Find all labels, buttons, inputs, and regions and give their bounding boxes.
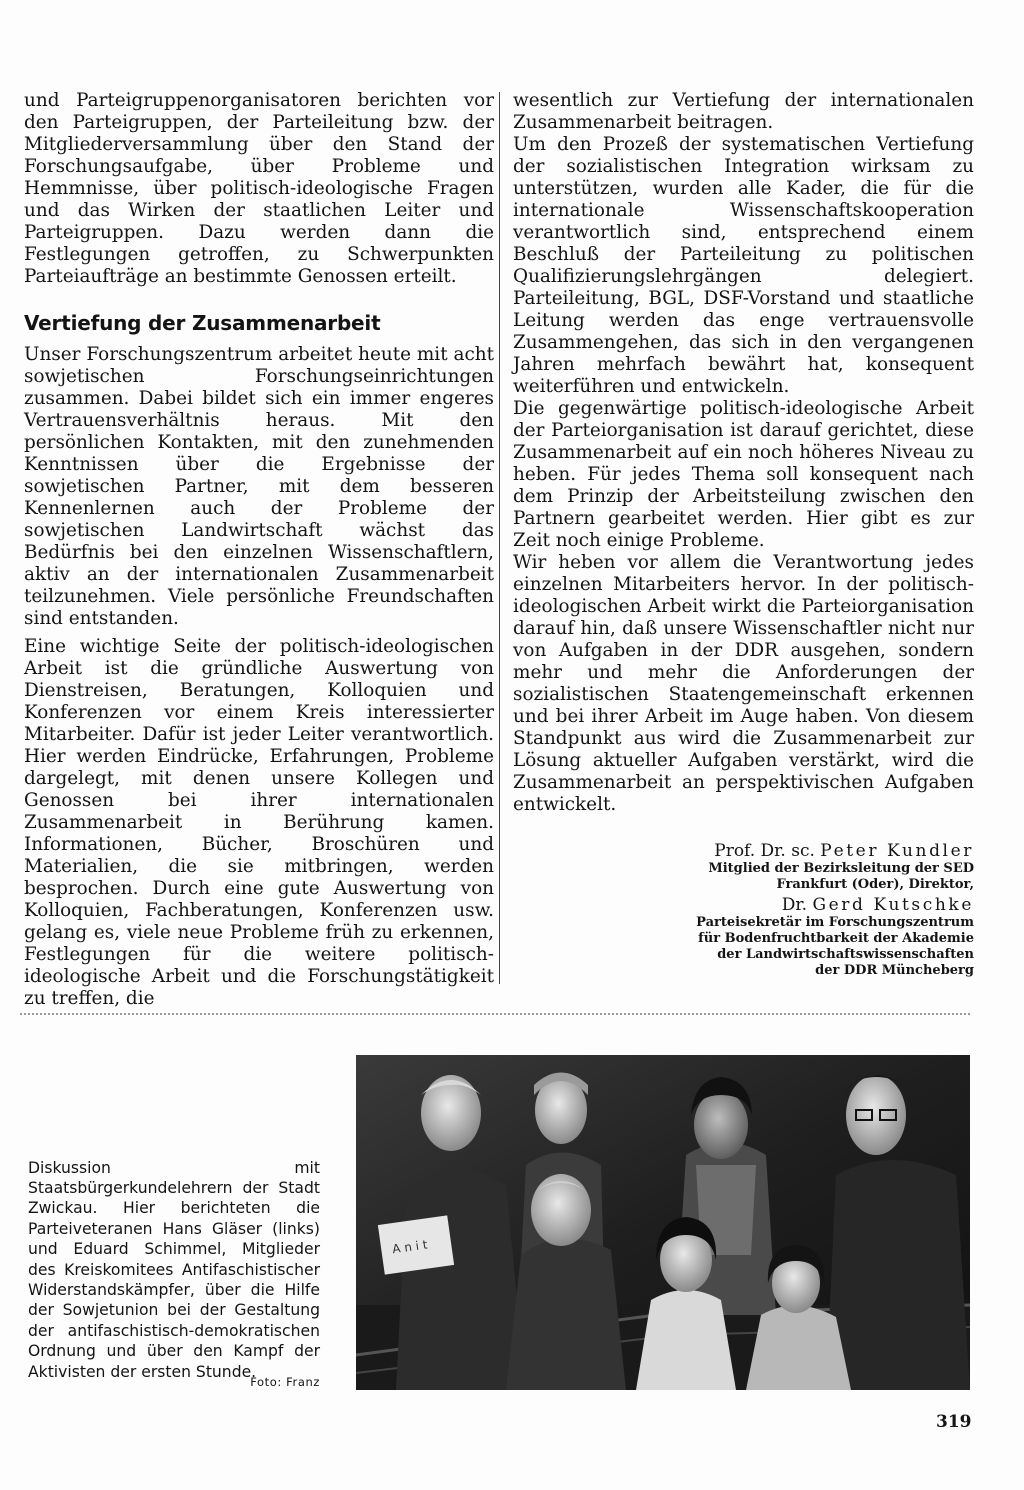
author-name-text: Peter Kundler [820,841,974,861]
author-signature [560,840,974,980]
section-heading: Vertiefung der Zusammenarbeit [24,311,381,335]
paragraph: Die gegenwärtige politisch-ideologische Arbeit der Parteiorganisation ist darauf gerichtet, diese Zusammenarbeit auf ein noch höheres Niveau zu heben. Für jedes Thema soll konsequent nach dem Prinzip der Arbeitsteilung zwischen den Partnern gearbeitet werden. Hier gibt es zur Zeit noch einige Probleme. [513,398,974,551]
article-column-left [24,90,494,1016]
author-name: Prof. Dr. sc. Peter Kundler [714,841,974,861]
group-photo [356,1055,970,1390]
author-role: für Bodenfruchtbarkeit der Akademie [698,931,974,946]
author-role: Mitglied der Bezirksleitung der SED [708,861,974,876]
author-role: der Landwirtschaftswissenschaften [717,947,974,962]
author-name: Dr. Gerd Kutschke [781,895,974,915]
column-divider [499,92,500,984]
article-column-right [513,90,974,816]
paragraph: Wir heben vor allem die Verantwortung jedes einzelnen Mitarbeiters hervor. In der politisch-ideologischen Arbeit wirkt die Parteiorganisation darauf hin, daß unsere Wissenschaftler nicht nur von Aufgaben in der DDR ausgehen, sondern mehr und mehr die Anforderungen der sozialistischen Staatengemeinschaft erkennen und bei ihrer Arbeit im Auge haben. Von diesem Standpunkt aus wird die Zusammenarbeit zur Lösung aktueller Aufgaben verstärkt, wird die Zusammenarbeit an perspektivischen Aufgaben entwickelt. [513,552,974,815]
author-role: Parteisekretär im Forschungszentrum [696,915,974,930]
page-number: 319 [936,1412,972,1432]
photo-image [356,1055,970,1390]
photo-credit: Foto: Franz [250,1375,320,1389]
author-name-text: Gerd Kutschke [812,895,974,915]
photo-caption: Diskussion mit Staatsbürgerkundelehrern der Stadt Zwickau. Hier berichteten die Parteiveteranen Hans Gläser (links) und Eduard Schimmel, Mitglieder des Kreiskomitees Antifaschistischer Widerstandskämpfer, über die Hilfe der Sowjetunion bei der Gestaltung der antifaschistisch-demokratischen Ordnung und über den Kampf der Aktivisten der ersten Stunde. [28,1158,320,1381]
section-separator [20,1013,970,1015]
paragraph: Um den Prozeß der systematischen Vertiefung der sozialistischen Integration wirksam zu unterstützen, wurden alle Kader, die für die internationale Wissenschaftskooperation verantwortlich sind, entsprechend einem Beschluß der Parteileitung zu politischen Qualifizierungslehrgängen delegiert. Parteileitung, BGL, DSF-Vorstand und staatliche Leitung werden das enge vertrauensvolle Zusammengehen, das sich in den vergangenen Jahren mehrfach bewährt hat, konsequent weiterführen und entwickeln. [513,134,974,397]
paragraph: Eine wichtige Seite der politisch-ideologischen Arbeit ist die gründliche Auswertung von Dienstreisen, Beratungen, Kolloquien und Konferenzen vor einem Kreis interessierter Mitarbeiter. Dafür ist jeder Leiter verantwortlich. Hier werden Eindrücke, Erfahrungen, Probleme dargelegt, mit denen unsere Kollegen und Genossen bei ihrer internationalen Zusammenarbeit in Berührung kamen. Informationen, Bücher, Broschüren und Materialien, die sie mitbringen, werden besprochen. Durch eine gute Auswertung von Kolloquien, Fachberatungen, Konferenzen usw. gelang es, viele neue Probleme früh zu erkennen, Festlegungen für die weitere politisch-ideologische Arbeit und die Forschungstätigkeit zu treffen, die [24,636,494,1009]
paragraph: wesentlich zur Vertiefung der internationalen Zusammenarbeit beitragen. [513,90,974,133]
svg-text:A n i t: A n i t [391,1237,429,1257]
paragraph: und Parteigruppenorganisatoren berichten vor den Parteigruppen, der Parteileitung bzw. der Mitgliederversammlung über den Stand der Forschungsaufgabe, über Probleme und Hemmnisse, über politisch-ideologische Fragen und das Wirken der staatlichen Leiter und Parteigruppen. Dazu werden dann die Festlegungen getroffen, zu Schwerpunkten Parteiaufträge an bestimmte Genossen erteilt. [24,90,494,287]
author-role: der DDR Müncheberg [815,963,974,978]
author-role: Frankfurt (Oder), Direktor, [776,877,974,892]
paragraph: Unser Forschungszentrum arbeitet heute mit acht sowjetischen Forschungseinrichtungen zusammen. Dabei bildet sich ein immer engeres Vertrauensverhältnis heraus. Mit den persönlichen Kontakten, mit den zunehmenden Kenntnissen über die Ergebnisse der sowjetischen Partner, mit dem besseren Kennenlernen auch der Probleme der sowjetischen Landwirtschaft wächst das Bedürfnis bei den einzelnen Wissenschaftlern, aktiv an der internationalen Zusammenarbeit teilzunehmen. Viele persönliche Freundschaften sind entstanden. [24,344,494,629]
